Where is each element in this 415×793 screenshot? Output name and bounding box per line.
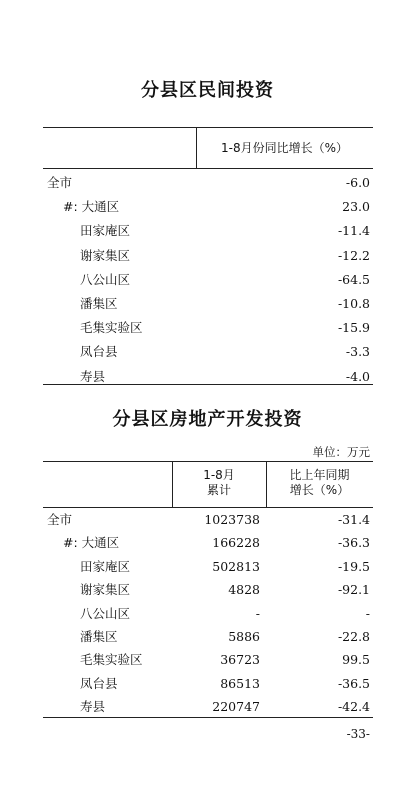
table2-row-growth: -31.4 [337,512,370,527]
table1-header-rule [43,168,373,169]
table1-row-value: -64.5 [337,271,370,287]
table2-row-growth: - [365,605,370,621]
table2-row-total: 36723 [220,652,260,668]
table2-row-total: 4828 [228,582,260,598]
table2-row-total: 5886 [228,629,260,644]
table2-header-col1-line2: 累计 [206,483,231,497]
table2-row-growth: -36.5 [337,675,370,691]
table2-row-name: 潘集区 [80,629,118,644]
table1-row-value: -10.8 [337,296,370,311]
table2-row-total: - [255,605,260,621]
table1-row-value: -3.3 [345,344,370,360]
table2-header-rule [43,507,373,508]
table2-header-col1-line1: 1-8月 [203,468,235,482]
table2-row-growth: -19.5 [337,558,370,574]
table2-row-total: 86513 [220,675,260,691]
table1-title: 分县区民间投资 [141,80,274,101]
table1-row-name: 田家庵区 [80,223,131,239]
table2-header-col2-line1: 比上年同期 [289,468,350,482]
table2-row-total: 1023738 [204,512,260,527]
table2-header-col2-line2: 增长（%） [289,483,350,497]
table1-row-name: 全市 [47,175,73,190]
table2-row-name: 寿县 [80,699,106,715]
table2-row-name: 凤台县 [80,675,118,691]
table2-row-name: 八公山区 [80,605,131,621]
table2-row-total: 166228 [212,535,260,551]
table1-row-value: -11.4 [337,223,370,239]
table1-row-name: 潘集区 [80,296,118,311]
table1-row-value: 23.0 [342,199,370,215]
table1-row-name: 八公山区 [80,271,131,287]
table1-row-name: 寿县 [80,368,106,384]
table2-row-growth: 99.5 [342,652,370,668]
table1-row-value: -12.2 [337,247,370,263]
table1-row-name: 谢家集区 [80,247,131,263]
table2-row-growth: -36.3 [337,535,370,551]
table1-row-value: -4.0 [345,368,370,384]
table2-row-name: #: 大通区 [63,535,120,551]
table2-row-name: 毛集实验区 [80,652,143,668]
page-number: -33- [346,727,370,741]
table1-row-value: -6.0 [345,175,370,190]
table2-row-growth: -92.1 [337,582,370,598]
table2-bottom-rule [43,717,373,718]
table1-bottom-rule [43,384,373,385]
table1-header: 1-8月份同比增长（%） [220,141,348,155]
table1-row-name: 毛集实验区 [80,320,143,336]
table2-top-rule [43,461,373,462]
table2-row-name: 谢家集区 [80,582,131,598]
table1-row-value: -15.9 [337,320,370,336]
table2-row-total: 220747 [212,699,260,715]
table2-title: 分县区房地产开发投资 [112,409,303,430]
table1-row-name: 凤台县 [80,344,118,360]
table2-row-name: 田家庵区 [80,558,131,574]
table1-top-rule [43,127,373,128]
table2-row-growth: -42.4 [337,699,370,715]
table2-row-name: 全市 [47,512,73,527]
table1-row-name: #: 大通区 [63,199,120,215]
table2-row-growth: -22.8 [337,629,370,644]
table2-row-total: 502813 [212,558,260,574]
unit-label: 单位：万元 [312,445,370,459]
